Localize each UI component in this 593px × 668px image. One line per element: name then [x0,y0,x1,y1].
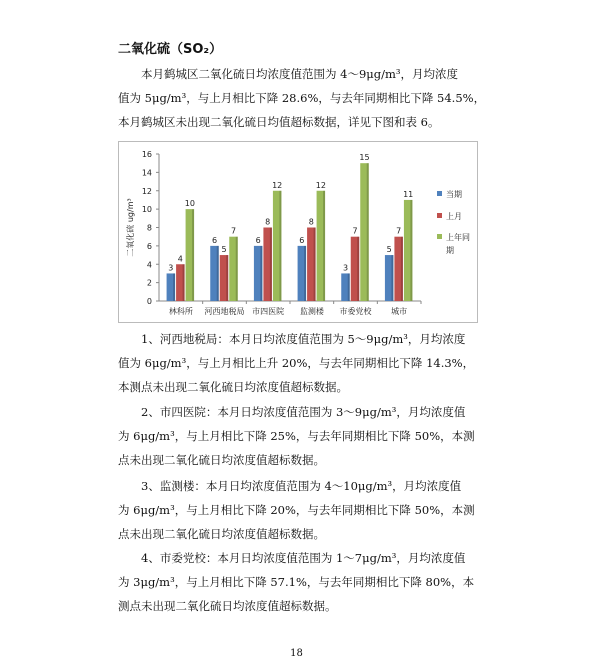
bar-shade [279,191,281,301]
x-tick-label: 河西地税局 [204,307,245,316]
chart-svg [119,142,477,322]
data-label: 12 [315,180,326,190]
intro-line: 本月鹤城区未出现二氧化硫日均值超标数据，详见下图和表 6。 [118,115,440,129]
legend-label-cont: 期 [446,246,454,255]
bar-shade [260,246,262,301]
data-label: 8 [308,217,314,227]
paragraph-line: 3、监测楼：本月日均浓度值范围为 4～10μg/m³，月均浓度值 [141,479,462,493]
legend-swatch [437,213,442,218]
bar-shade [192,209,194,301]
paragraph-line: 为 6μg/m³，与上月相比下降 25%，与去年同期相比下降 50%，本测 [118,429,475,443]
y-tick-label: 6 [146,241,152,251]
data-label: 10 [184,199,195,209]
bar-shade [323,191,325,301]
bar-shade [217,246,219,301]
legend-swatch [437,234,442,239]
paragraph-line: 值为 6μg/m³，与上月相比上升 20%，与去年同期相比下降 14.3%， [118,356,475,370]
paragraph-line: 为 3μg/m³，与上月相比下降 57.1%，与去年同期相比下降 80%，本 [118,575,475,589]
legend-label: 当期 [446,190,462,199]
data-label: 4 [177,254,183,264]
bar-shade [236,237,238,301]
paragraph-hospital [118,400,478,472]
legend-label: 上月 [446,212,462,221]
y-tick-label: 14 [141,168,152,178]
paragraph-line: 4、市委党校：本月日均浓度值范围为 1～7μg/m³，月均浓度值 [141,551,466,565]
data-label: 6 [211,235,218,245]
section-heading: 二氧化硫（SO₂） [118,42,223,57]
paragraph-line: 1、河西地税局：本月日均浓度值范围为 5～9μg/m³，月均浓度 [141,332,466,346]
paragraph-line: 点未出现二氧化硫日均浓度值超标数据。 [118,527,325,541]
y-axis-label: 二氧化硫 ug/m³ [126,198,135,257]
bar-shade [270,228,272,302]
x-tick-label: 市四医院 [252,307,285,316]
data-label: 5 [221,245,227,255]
y-tick-label: 0 [146,297,152,306]
paragraph-line: 本测点未出现二氧化硫日均浓度值超标数据。 [118,380,348,394]
data-label: 3 [342,263,349,273]
bar-shade [173,273,175,301]
y-tick-label: 12 [141,186,152,196]
y-tick-label: 8 [146,223,152,233]
page-number: 18 [290,648,303,659]
bar-shade [401,237,403,301]
bar-shade [410,200,412,301]
bar-shade [314,228,316,302]
x-tick-label: 市委党校 [339,307,372,316]
bar-shade [367,163,369,301]
bar-shade [304,246,306,301]
paragraph-line: 为 6μg/m³，与上月相比下降 20%，与去年同期相比下降 50%，本测 [118,503,475,517]
data-label: 7 [352,226,358,236]
x-tick-label: 林科所 [168,307,193,316]
data-label: 11 [403,189,414,199]
paragraph-line: 2、市四医院：本月日均浓度值范围为 3～9μg/m³，月均浓度值 [141,405,466,419]
legend-label: 上年同 [446,233,470,242]
x-tick-label: 城市 [391,307,408,316]
data-label: 12 [272,180,283,190]
data-label: 5 [386,245,392,255]
data-label: 7 [230,226,237,236]
bar-shade [391,255,393,301]
paragraph-monitor [118,474,478,546]
paragraph-line: 点未出现二氧化硫日均浓度值超标数据。 [118,453,325,467]
y-tick-label: 10 [141,205,152,215]
intro-line: 值为 5μg/m³，与上月相比下降 28.6%，与去年同期相比下降 54.5%， [118,91,486,105]
data-label: 15 [359,153,370,163]
so2-bar-chart [118,141,478,323]
paragraph-hexi [118,327,478,399]
legend-swatch [437,191,442,196]
intro-paragraph [118,62,486,134]
data-label: 3 [168,263,174,273]
y-tick-label: 16 [141,150,152,159]
bar-shade [183,264,185,301]
y-tick-label: 4 [146,260,152,270]
intro-line: 本月鹤城区二氧化硫日均浓度值范围为 4～9μg/m³，月均浓度 [141,67,459,81]
data-label: 7 [396,226,402,236]
data-label: 6 [299,235,305,245]
paragraph-party-school [118,546,478,618]
bar-shade [348,273,350,301]
y-tick-label: 2 [146,278,152,288]
bar-shade [357,237,359,301]
bar-shade [226,255,228,301]
data-label: 8 [265,217,271,227]
paragraph-line: 测点未出现二氧化硫日均浓度值超标数据。 [118,599,337,613]
data-label: 6 [255,235,261,245]
x-tick-label: 监测楼 [299,307,324,316]
